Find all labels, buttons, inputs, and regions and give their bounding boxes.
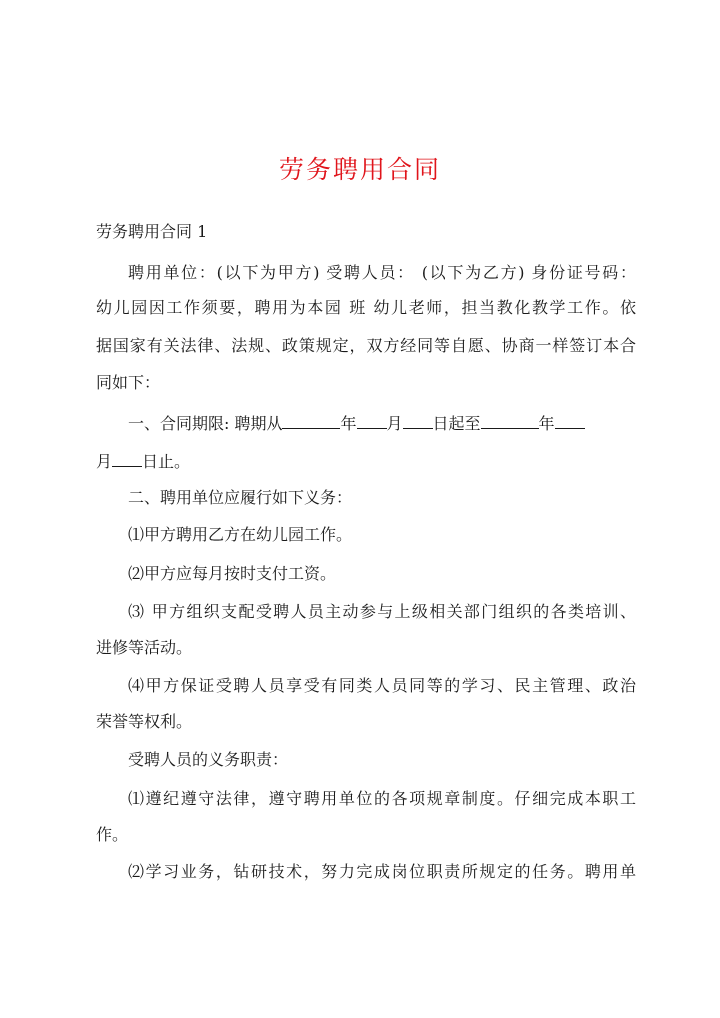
term-year-label: 年 bbox=[340, 414, 357, 433]
paragraph-line: 幼儿园因工作须要，聘用为本园 班 幼儿老师，担当教化教学工作。依 bbox=[96, 298, 636, 317]
paragraph-line: 受聘人员的义务职责： bbox=[128, 750, 289, 769]
paragraph-line: ⑶ 甲方组织支配受聘人员主动参与上级相关部门组织的各类培训、 bbox=[128, 602, 636, 621]
contract-term-line bbox=[128, 411, 636, 436]
paragraph-line: ⑵学习业务，钻研技术，努力完成岗位职责所规定的任务。聘用单 bbox=[128, 862, 636, 881]
paragraph-line: 进修等活动。 bbox=[96, 638, 193, 657]
blank-end-year bbox=[481, 411, 539, 429]
blank-start-day bbox=[403, 411, 433, 429]
paragraph-line: ⑴遵纪遵守法律，遵守聘用单位的各项规章制度。仔细完成本职工 bbox=[128, 789, 636, 808]
paragraph-line: 同如下： bbox=[96, 373, 161, 392]
section-heading: 劳务聘用合同 1 bbox=[96, 222, 208, 241]
term-month-label: 月 bbox=[96, 452, 113, 471]
paragraph-line: 作。 bbox=[96, 825, 129, 844]
blank-start-month bbox=[357, 411, 387, 429]
paragraph-line: ⑵甲方应每月按时支付工资。 bbox=[128, 564, 337, 583]
term-end-label: 日止。 bbox=[142, 452, 191, 471]
paragraph-line: ⑷甲方保证受聘人员享受有同类人员同等的学习、民主管理、政治 bbox=[128, 676, 636, 695]
paragraph-line: ⑴甲方聘用乙方在幼儿园工作。 bbox=[128, 525, 353, 544]
blank-start-year bbox=[282, 411, 340, 429]
blank-end-day bbox=[112, 449, 142, 467]
document-title: 劳务聘用合同 bbox=[278, 155, 441, 184]
paragraph-line: 聘用单位：(以下为甲方) 受聘人员： (以下为乙方) 身份证号码： bbox=[128, 263, 636, 282]
paragraph-line: 荣誉等权利。 bbox=[96, 712, 193, 731]
contract-term-line bbox=[96, 449, 636, 474]
paragraph-line: 二、聘用单位应履行如下义务： bbox=[128, 488, 353, 507]
term-day-to-label: 日起至 bbox=[432, 414, 481, 433]
term-year-label: 年 bbox=[538, 414, 555, 433]
blank-end-month bbox=[555, 411, 585, 429]
paragraph-line: 据国家有关法律、法规、政策规定，双方经同等自愿、协商一样签订本合 bbox=[96, 336, 636, 355]
term-lead: 一、合同期限: 聘期从 bbox=[128, 414, 283, 433]
term-month-label: 月 bbox=[386, 414, 403, 433]
